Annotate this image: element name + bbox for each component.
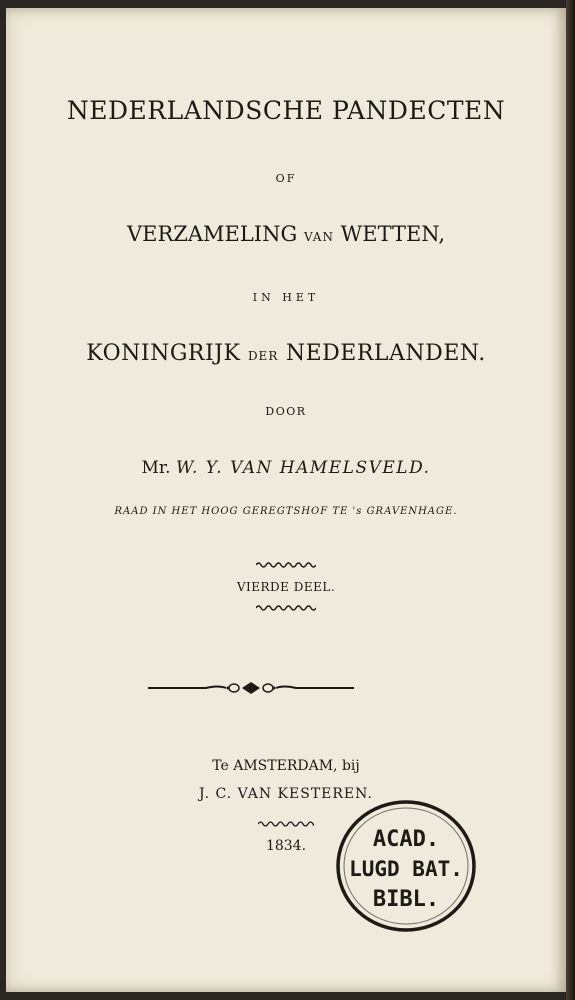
book-subtitle (6, 222, 566, 246)
title-page (6, 8, 566, 992)
kingdom-part1: KONINGRIJK (86, 341, 241, 366)
wavy-rule-icon (258, 820, 314, 828)
author-line (6, 458, 566, 478)
book-title: NEDERLANDSCHE PANDECTEN (66, 96, 506, 125)
library-stamp-icon (332, 796, 480, 936)
kingdom-der: DER (247, 349, 279, 363)
phrase-in-het: IN HET (252, 291, 320, 304)
page-edge-shadow (566, 0, 575, 1000)
subtitle-part1: VERZAMELING (126, 222, 298, 246)
author-title: RAAD IN HET HOOG GEREGTSHOF TE 's GRAVENHAGE. (114, 506, 458, 517)
author-name: W. Y. VAN HAMELSVELD. (175, 458, 431, 478)
conjunction-of: OF (275, 172, 297, 185)
imprint-publisher: J. C. VAN KESTEREN. (199, 786, 373, 802)
ornamental-divider-icon (146, 680, 356, 696)
subtitle-van: VAN (303, 230, 334, 244)
wavy-rule-icon (256, 561, 316, 569)
wavy-rule-icon (256, 604, 316, 612)
author-prefix: Mr. (141, 458, 171, 478)
stamp-line-1: ACAD. (372, 827, 440, 852)
kingdom-line (6, 341, 566, 366)
subtitle-comma: , (438, 222, 446, 246)
subtitle-part2: WETTEN (340, 222, 439, 246)
imprint-year: 1834. (265, 838, 307, 854)
stamp-line-2: LUGD BAT. (349, 857, 463, 881)
stamp-line-3: BIBL. (372, 887, 440, 912)
kingdom-part2: NEDERLANDEN. (285, 341, 486, 366)
imprint-place: Te AMSTERDAM, bij (212, 758, 360, 774)
phrase-door: DOOR (265, 405, 307, 418)
volume-label: VIERDE DEEL. (236, 580, 336, 594)
